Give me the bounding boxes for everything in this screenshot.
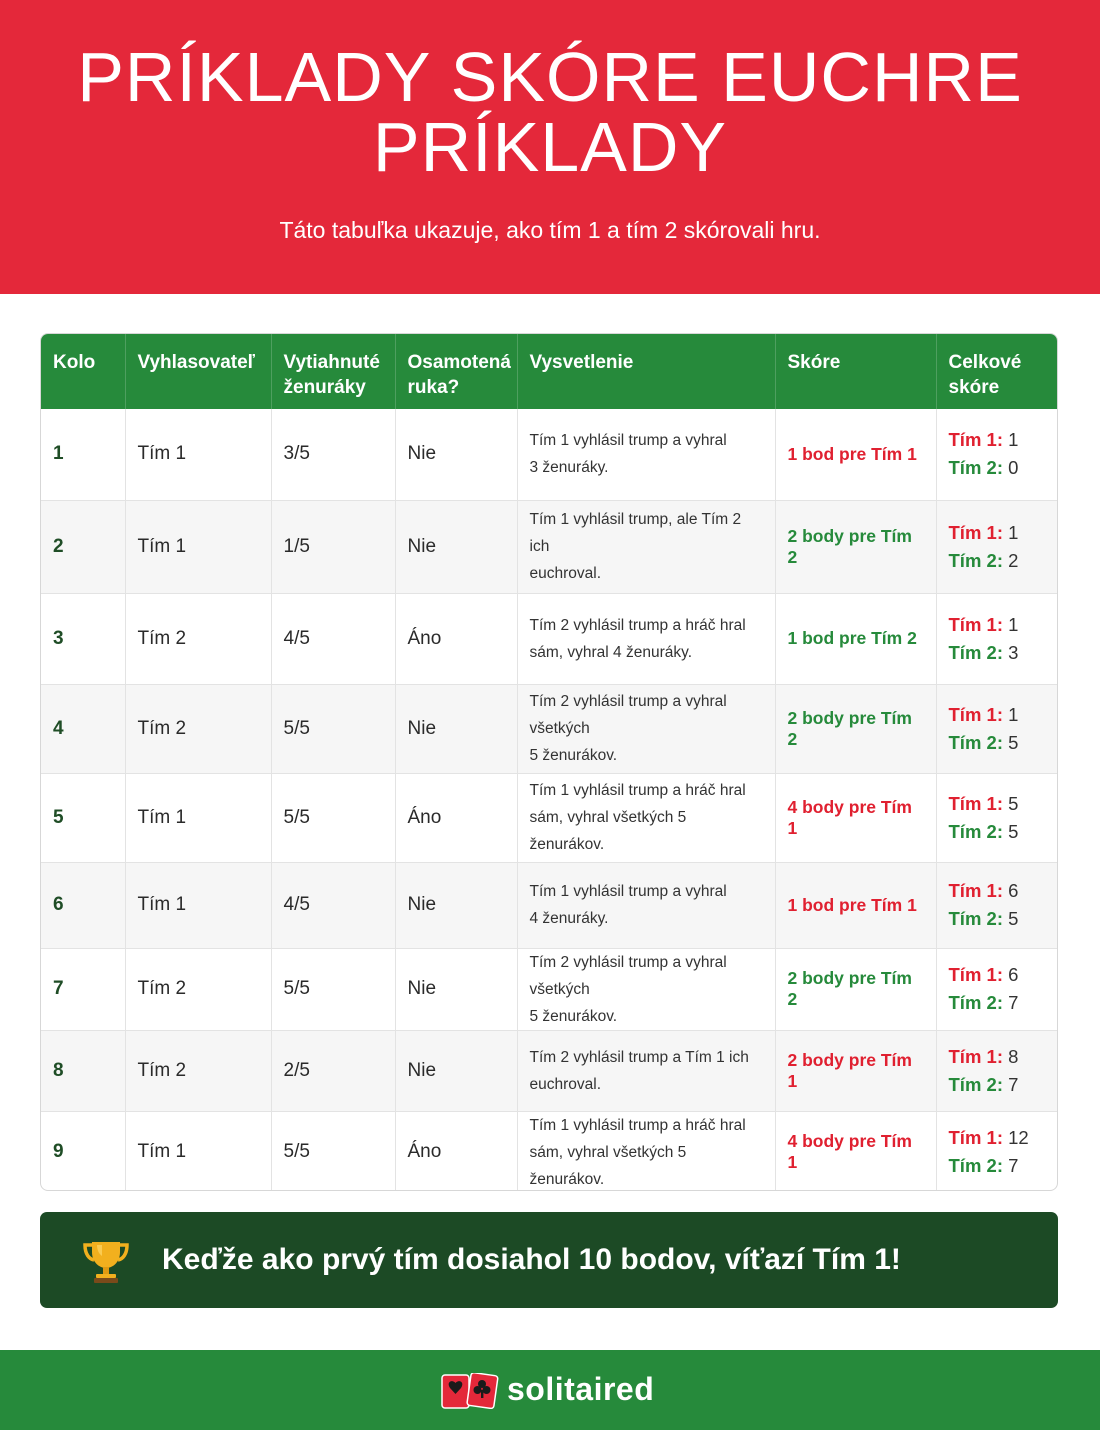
total-team2-label: Tím 2: (948, 641, 1003, 663)
cell-round: 7 (41, 948, 125, 1030)
table-row (41, 862, 1058, 948)
total-team1-value: 12 (1008, 1127, 1029, 1148)
total-team1-label: Tím 1: (948, 429, 1003, 451)
winner-banner (40, 1212, 1058, 1308)
cell-declarer: Tím 1 (125, 1111, 271, 1191)
total-team2-label: Tím 2: (948, 992, 1003, 1013)
cell-round: 8 (41, 1030, 125, 1111)
table-row (41, 593, 1058, 684)
cell-score: 1 bod pre Tím 1 (775, 862, 936, 948)
header-banner (0, 0, 1100, 294)
cell-declarer: Tím 2 (125, 684, 271, 773)
cell-declarer: Tím 1 (125, 409, 271, 500)
total-team1-value: 1 (1008, 521, 1019, 543)
explanation-line1: Tím 1 vyhlásil trump a vyhral (529, 883, 727, 900)
cell-total (936, 1030, 1058, 1111)
explanation-line2: 5 ženurákov. (529, 747, 618, 764)
cell-score: 1 bod pre Tím 2 (775, 593, 936, 684)
cell-declarer: Tím 1 (125, 773, 271, 862)
total-team2-value: 5 (1008, 820, 1019, 842)
explanation-line2: 5 ženurákov. (529, 1007, 618, 1025)
score-table (41, 334, 1058, 1191)
cell-declarer: Tím 2 (125, 1030, 271, 1111)
explanation-line1: Tím 2 vyhlásil trump a Tím 1 ich (529, 1048, 749, 1066)
total-team1-label: Tím 1: (948, 703, 1003, 725)
cell-round: 2 (41, 500, 125, 593)
page-subtitle: Táto tabuľka ukazuje, ako tím 1 a tím 2 skórovali hru. (279, 217, 821, 243)
table-header-row (41, 334, 1058, 409)
column-header-kolo: Kolo (41, 334, 125, 409)
cell-round: 6 (41, 862, 125, 948)
total-team2-value: 5 (1008, 908, 1019, 929)
explanation-line1: Tím 1 vyhlásil trump a hráč hral (529, 782, 746, 799)
cell-tricks: 1/5 (271, 500, 395, 593)
explanation-line2: 4 ženuráky. (529, 910, 609, 927)
explanation-line2: sám, vyhral všetkých 5 ženurákov. (529, 809, 687, 853)
cell-total (936, 684, 1058, 773)
column-header-vyhlasovatel: Vyhlasovateľ (125, 334, 271, 409)
cell-total (936, 773, 1058, 862)
table-row (41, 1030, 1058, 1111)
cell-round: 5 (41, 773, 125, 862)
cell-explanation (517, 1030, 775, 1111)
cell-alone: Nie (395, 1030, 517, 1111)
cell-score: 2 body pre Tím 2 (775, 948, 936, 1030)
total-team1-value: 6 (1008, 880, 1019, 901)
cell-declarer: Tím 1 (125, 862, 271, 948)
cell-score: 4 body pre Tím 1 (775, 1111, 936, 1191)
total-team2-value: 3 (1008, 641, 1019, 663)
cell-tricks: 5/5 (271, 684, 395, 773)
cell-explanation (517, 593, 775, 684)
total-team1-label: Tím 1: (948, 1127, 1003, 1148)
cell-total (936, 948, 1058, 1030)
cell-alone: Áno (395, 1111, 517, 1191)
cell-tricks: 5/5 (271, 1111, 395, 1191)
explanation-line1: Tím 1 vyhlásil trump a hráč hral (529, 1116, 746, 1134)
explanation-line1: Tím 2 vyhlásil trump a vyhral všetkých (529, 953, 727, 998)
total-team2-value: 7 (1008, 1073, 1019, 1095)
cell-declarer: Tím 2 (125, 948, 271, 1030)
total-team1-label: Tím 1: (948, 964, 1003, 985)
cell-explanation (517, 773, 775, 862)
cell-tricks: 5/5 (271, 948, 395, 1030)
column-header-celkove: Celkové skóre (936, 334, 1058, 409)
table-row (41, 409, 1058, 500)
total-team2-value: 7 (1008, 1155, 1019, 1176)
cell-total (936, 409, 1058, 500)
cell-score: 1 bod pre Tím 1 (775, 409, 936, 500)
explanation-line2: 3 ženuráky. (529, 459, 609, 477)
cell-round: 4 (41, 684, 125, 773)
total-team1-value: 1 (1008, 613, 1019, 635)
cell-alone: Áno (395, 593, 517, 684)
cell-explanation (517, 684, 775, 773)
cell-tricks: 4/5 (271, 593, 395, 684)
cell-explanation (517, 409, 775, 500)
table-row (41, 948, 1058, 1030)
page-title-line2: PRÍKLADY (372, 108, 728, 186)
total-team2-value: 2 (1008, 549, 1019, 571)
cell-round: 1 (41, 409, 125, 500)
cell-alone: Nie (395, 684, 517, 773)
cell-tricks: 5/5 (271, 773, 395, 862)
total-team2-label: Tím 2: (948, 457, 1003, 479)
page-title (40, 38, 1060, 186)
cell-alone: Nie (395, 862, 517, 948)
explanation-line2: euchroval. (529, 1075, 602, 1093)
explanation-line1: Tím 2 vyhlásil trump a hráč hral (529, 616, 746, 634)
total-team2-label: Tím 2: (948, 820, 1003, 842)
explanation-line1: Tím 1 vyhlásil trump, ale Tím 2 ich (529, 511, 742, 555)
total-team2-label: Tím 2: (948, 1073, 1003, 1095)
table-row (41, 773, 1058, 862)
total-team2-label: Tím 2: (948, 549, 1003, 571)
total-team1-label: Tím 1: (948, 880, 1003, 901)
explanation-line1: Tím 1 vyhlásil trump a vyhral (529, 432, 727, 450)
score-table-container (40, 333, 1058, 1191)
table-body (41, 409, 1058, 1191)
total-team2-label: Tím 2: (948, 908, 1003, 929)
explanation-line2: euchroval. (529, 565, 602, 582)
cell-tricks: 3/5 (271, 409, 395, 500)
table-row (41, 1111, 1058, 1191)
winner-text: Keďže ako prvý tím dosiahol 10 bodov, víťazí Tím 1! (162, 1243, 901, 1276)
cell-score: 4 body pre Tím 1 (775, 773, 936, 862)
cell-total (936, 500, 1058, 593)
cell-total (936, 1111, 1058, 1191)
cell-alone: Nie (395, 948, 517, 1030)
cell-score: 2 body pre Tím 2 (775, 684, 936, 773)
cell-score: 2 body pre Tím 2 (775, 500, 936, 593)
total-team1-value: 6 (1008, 964, 1019, 985)
total-team1-label: Tím 1: (948, 792, 1003, 814)
total-team1-value: 8 (1008, 1045, 1019, 1067)
cell-explanation (517, 862, 775, 948)
cell-alone: Áno (395, 773, 517, 862)
column-header-skore: Skóre (775, 334, 936, 409)
cell-explanation (517, 948, 775, 1030)
cell-explanation (517, 1111, 775, 1191)
cell-tricks: 4/5 (271, 862, 395, 948)
cell-total (936, 862, 1058, 948)
cell-total (936, 593, 1058, 684)
page-title-line1: PRÍKLADY SKÓRE EUCHRE (77, 38, 1023, 116)
total-team2-label: Tím 2: (948, 1155, 1003, 1176)
cell-tricks: 2/5 (271, 1030, 395, 1111)
total-team1-label: Tím 1: (948, 613, 1003, 635)
cell-alone: Nie (395, 409, 517, 500)
explanation-line1: Tím 2 vyhlásil trump a vyhral všetkých (529, 693, 727, 737)
total-team2-value: 5 (1008, 731, 1019, 753)
total-team1-label: Tím 1: (948, 1045, 1003, 1067)
column-header-vysvetlenie: Vysvetlenie (517, 334, 775, 409)
total-team1-value: 1 (1008, 429, 1019, 451)
column-header-vytiahnute: Vytiahnuté ženuráky (271, 334, 395, 409)
explanation-line2: sám, vyhral 4 ženuráky. (529, 643, 693, 661)
total-team1-value: 1 (1008, 703, 1019, 725)
cards-logo-icon (441, 1373, 499, 1409)
cell-declarer: Tím 2 (125, 593, 271, 684)
total-team2-value: 0 (1008, 457, 1019, 479)
table-row (41, 500, 1058, 593)
total-team2-value: 7 (1008, 992, 1019, 1013)
column-header-osamotena: Osamotená ruka? (395, 334, 517, 409)
total-team2-label: Tím 2: (948, 731, 1003, 753)
cell-explanation (517, 500, 775, 593)
trophy-icon (80, 1234, 132, 1286)
cell-round: 3 (41, 593, 125, 684)
footer (0, 1350, 1100, 1430)
cell-round: 9 (41, 1111, 125, 1191)
cell-declarer: Tím 1 (125, 500, 271, 593)
cell-score: 2 body pre Tím 1 (775, 1030, 936, 1111)
cell-alone: Nie (395, 500, 517, 593)
total-team1-value: 5 (1008, 792, 1019, 814)
logo-text: solitaired (507, 1371, 655, 1407)
explanation-line2: sám, vyhral všetkých 5 ženurákov. (529, 1143, 687, 1188)
table-row (41, 684, 1058, 773)
total-team1-label: Tím 1: (948, 521, 1003, 543)
